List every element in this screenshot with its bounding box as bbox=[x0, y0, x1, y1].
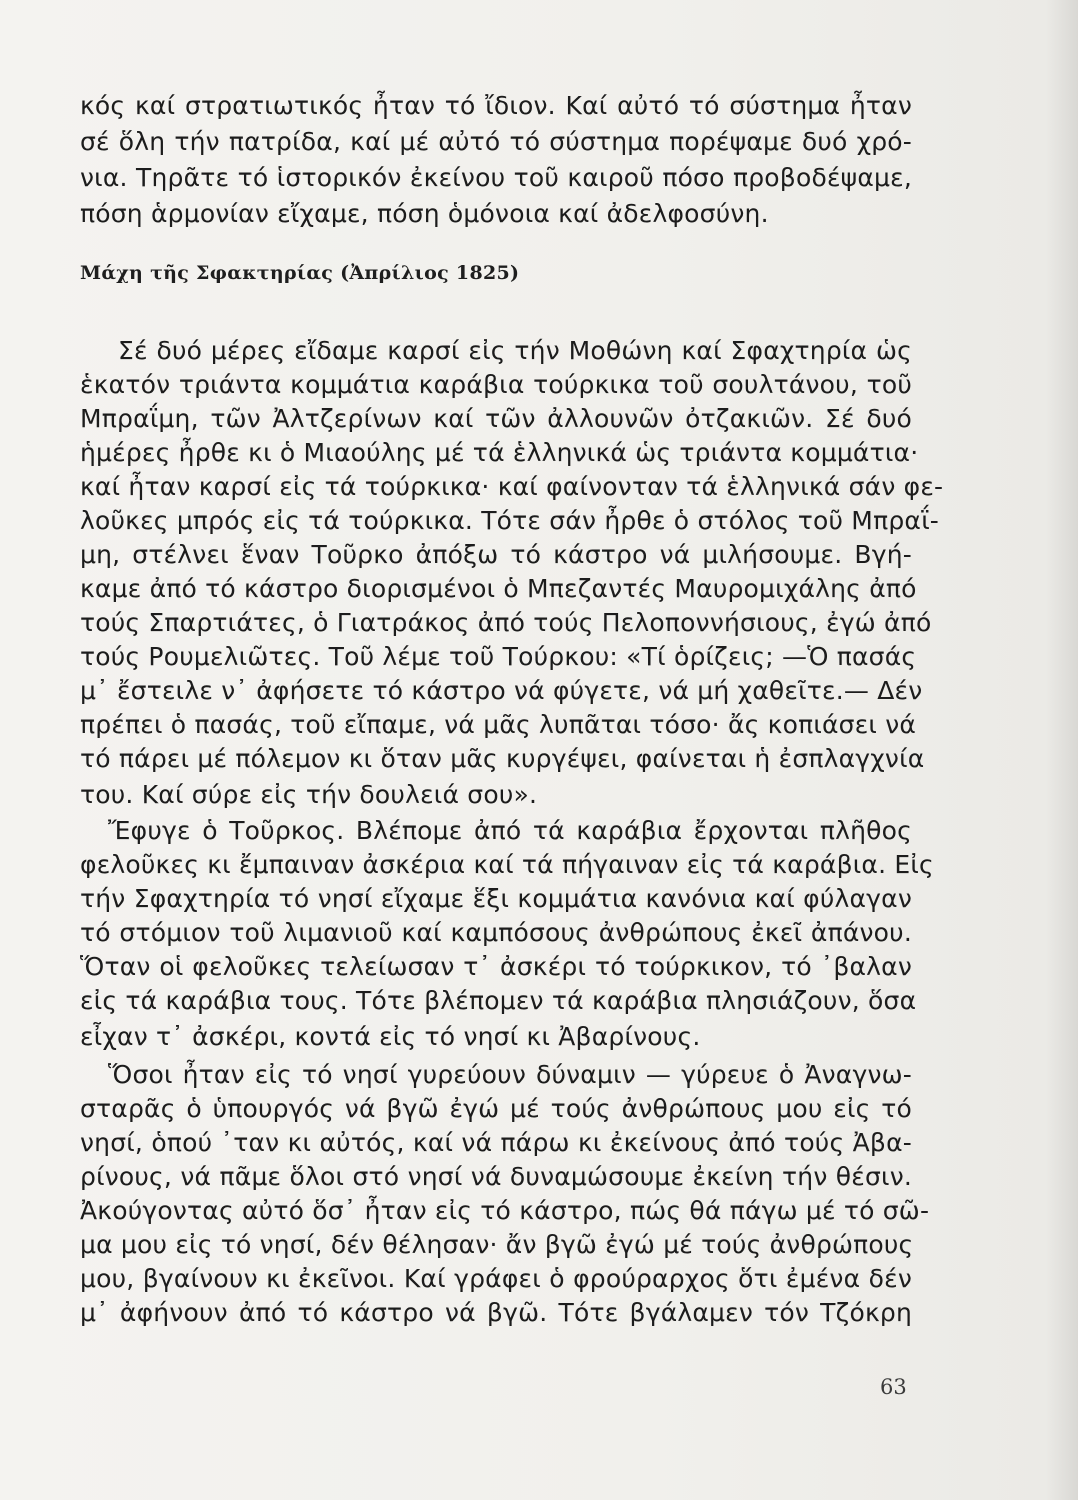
section-heading: Μάχη τῆς Σφακτηρίας (Ἀπρίλιος 1825) bbox=[80, 262, 520, 284]
page-number: 63 bbox=[880, 1375, 907, 1399]
text-line: εἰς τά καράβια τους. Τότε βλέπομεν τά καράβια πλησιάζουν, ὅσα bbox=[80, 986, 917, 1015]
text-line: του. Καί σύρε εἰς τήν δουλειά σου». bbox=[80, 780, 538, 809]
text-line: εἶχαν τ᾿ ἀσκέρι, κοντά εἰς τό νησί κι Ἀβαρίνους. bbox=[80, 1022, 701, 1051]
text-line: τό πάρει μέ πόλεμον κι ὅταν μᾶς κυργέψει, φαίνεται ἡ ἐσπλαγχνία bbox=[80, 744, 925, 773]
text-line: ἡμέρες ἦρθε κι ὁ Μιαούλης μέ τά ἑλληνικά ὡς τριάντα κομμάτια· bbox=[80, 438, 919, 467]
text-line: μου, βγαίνουν κι ἐκεῖνοι. Καί γράφει ὁ φρούραρχος ὅτι ἐμένα δέν bbox=[80, 1264, 912, 1293]
text-line: καμε ἀπό τό κάστρο διορισμένοι ὁ Μπεζαντές Μαυρομιχάλης ἀπό bbox=[80, 574, 917, 603]
text-line: μ᾿ ἀφήνουν ἀπό τό κάστρο νά βγῶ. Τότε βγάλαμεν τόν Τζόκρη bbox=[80, 1298, 912, 1327]
text-line: καί ἦταν καρσί εἰς τά τούρκικα· καί φαίνονταν τά ἑλληνικά σάν φε- bbox=[80, 472, 944, 501]
text-line: ἑκατόν τριάντα κομμάτια καράβια τούρκικα τοῦ σουλτάνου, τοῦ bbox=[80, 370, 912, 399]
text-line: Ὅσοι ἦταν εἰς τό νησί γυρεύουν δύναμιν — γύρευε ὁ Ἀναγνω- bbox=[108, 1060, 912, 1089]
text-line: πόση ἁρμονίαν εἴχαμε, πόση ὁμόνοια καί ἀδελφοσύνη. bbox=[80, 199, 769, 228]
text-line: κός καί στρατιωτικός ἦταν τό ἴδιον. Καί αὐτό τό σύστημα ἦταν bbox=[80, 91, 912, 120]
text-line: τήν Σφαχτηρία τό νησί εἴχαμε ἕξι κομμάτια κανόνια καί φύλαγαν bbox=[80, 884, 912, 913]
text-line: σέ ὅλη τήν πατρίδα, καί μέ αὐτό τό σύστημα πορέψαμε δυό χρό- bbox=[80, 127, 912, 156]
text-line: σταρᾶς ὁ ὑπουργός νά βγῶ ἐγώ μέ τούς ἀνθρώπους μου εἰς τό bbox=[80, 1094, 912, 1123]
text-line: τούς Σπαρτιάτες, ὁ Γιατράκος ἀπό τούς Πελοποννήσιους, ἐγώ ἀπό bbox=[80, 608, 932, 637]
text-line: μ᾿ ἔστειλε ν᾿ ἀφήσετε τό κάστρο νά φύγετε, νά μή χαθεῖτε.— Δέν bbox=[80, 676, 923, 705]
text-line: μη, στέλνει ἕναν Τοῦρκο ἀπόξω τό κάστρο νά μιλήσουμε. Βγή- bbox=[80, 540, 912, 569]
text-line: νησί, ὁπού ᾿ταν κι αὐτός, καί νά πάρω κι ἐκείνους ἀπό τούς Ἀβα- bbox=[80, 1128, 912, 1157]
text-line: φελοῦκες κι ἔμπαιναν ἀσκέρια καί τά πήγαιναν εἰς τά καράβια. Εἰς bbox=[80, 850, 934, 879]
text-line: ρίνους, νά πᾶμε ὅλοι στό νησί νά δυναμώσουμε ἐκείνη τήν θέσιν. bbox=[80, 1162, 912, 1191]
text-line: Ἀκούγοντας αὐτό ὅσ᾿ ἦταν εἰς τό κάστρο, πώς θά πάγω μέ τό σῶ- bbox=[80, 1196, 930, 1225]
text-line: Σέ δυό μέρες εἴδαμε καρσί εἰς τήν Μοθώνη καί Σφαχτηρία ὡς bbox=[118, 336, 912, 365]
text-line: Ἔφυγε ὁ Τοῦρκος. Βλέπομε ἀπό τά καράβια ἔρχονται πλῆθος bbox=[108, 816, 912, 845]
text-line: μα μου εἰς τό νησί, δέν θέλησαν· ἄν βγῶ ἐγώ μέ τούς ἀνθρώπους bbox=[80, 1230, 914, 1259]
text-line: Ὅταν οἱ φελοῦκες τελείωσαν τ᾿ ἀσκέρι τό τούρκικον, τό ᾿βαλαν bbox=[80, 952, 912, 981]
text-line: λοῦκες μπρός εἰς τά τούρκικα. Τότε σάν ἦρθε ὁ στόλος τοῦ Μπραΐ- bbox=[80, 506, 939, 535]
text-line: νια. Τηρᾶτε τό ἱστορικόν ἐκείνου τοῦ καιροῦ πόσο προβοδέψαμε, bbox=[80, 163, 912, 192]
text-line: τό στόμιον τοῦ λιμανιοῦ καί καμπόσους ἀνθρώπους ἐκεῖ ἀπάνου. bbox=[80, 918, 912, 947]
text-line: τούς Ρουμελιῶτες. Τοῦ λέμε τοῦ Τούρκου: «Τί ὁρίζεις; —Ὁ πασάς bbox=[80, 642, 917, 671]
text-line: πρέπει ὁ πασάς, τοῦ εἴπαμε, νά μᾶς λυπᾶται τόσο· ἄς κοπιάσει νά bbox=[80, 710, 917, 739]
text-line: Μπραΐμη, τῶν Ἀλτζερίνων καί τῶν ἀλλουνῶν ὀτζακιῶν. Σέ δυό bbox=[80, 404, 912, 433]
